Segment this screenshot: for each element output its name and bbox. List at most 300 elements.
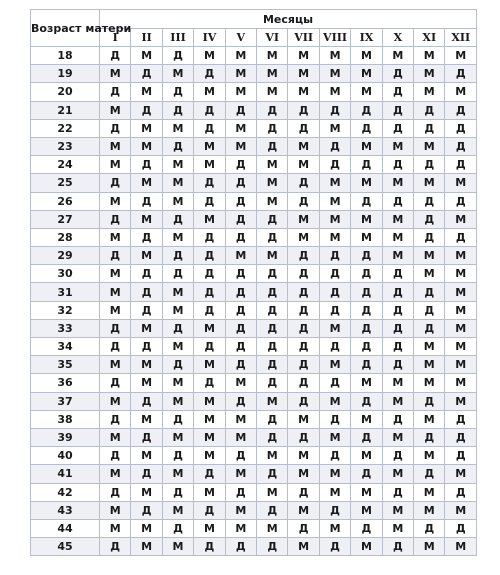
age-cell: 38 <box>31 410 100 428</box>
table-row <box>31 101 477 119</box>
gender-cell: М <box>351 538 382 556</box>
gender-cell: М <box>382 137 413 155</box>
gender-cell: Д <box>162 447 193 465</box>
gender-cell: М <box>194 47 225 65</box>
gender-cell: Д <box>288 374 319 392</box>
gender-cell: Д <box>382 338 413 356</box>
gender-cell: Д <box>414 192 445 210</box>
gender-cell: Д <box>288 192 319 210</box>
age-cell: 31 <box>31 283 100 301</box>
table-row <box>31 265 477 283</box>
age-cell: 30 <box>31 265 100 283</box>
gender-cell: М <box>162 228 193 246</box>
gender-cell: Д <box>445 101 477 119</box>
gender-cell: М <box>445 247 477 265</box>
age-cell: 24 <box>31 156 100 174</box>
gender-cell: Д <box>351 156 382 174</box>
gender-cell: М <box>100 283 131 301</box>
gender-cell: Д <box>319 101 350 119</box>
gender-cell: Д <box>351 465 382 483</box>
gender-cell: Д <box>288 392 319 410</box>
table-row <box>31 410 477 428</box>
table-row <box>31 538 477 556</box>
gender-cell: М <box>288 538 319 556</box>
gender-cell: Д <box>162 210 193 228</box>
table-row <box>31 519 477 537</box>
table-row <box>31 119 477 137</box>
gender-cell: Д <box>194 501 225 519</box>
gender-cell: М <box>225 137 256 155</box>
gender-cell: М <box>414 483 445 501</box>
gender-cell: Д <box>319 338 350 356</box>
gender-cell: М <box>414 247 445 265</box>
gender-cell: М <box>319 174 350 192</box>
month-header-11: XI <box>414 29 445 47</box>
gender-cell: Д <box>414 319 445 337</box>
gender-cell: М <box>162 392 193 410</box>
gender-cell: М <box>100 101 131 119</box>
age-cell: 44 <box>31 519 100 537</box>
gender-cell: Д <box>225 338 256 356</box>
table-row <box>31 301 477 319</box>
gender-cell: М <box>100 137 131 155</box>
age-cell: 19 <box>31 65 100 83</box>
age-cell: 20 <box>31 83 100 101</box>
gender-cell: Д <box>257 374 288 392</box>
gender-cell: Д <box>445 119 477 137</box>
gender-cell: Д <box>382 356 413 374</box>
gender-cell: М <box>131 356 162 374</box>
gender-cell: М <box>382 247 413 265</box>
gender-cell: М <box>131 247 162 265</box>
gender-cell: Д <box>382 538 413 556</box>
month-header-8: VIII <box>319 29 350 47</box>
gender-cell: Д <box>382 83 413 101</box>
gender-cell: М <box>194 410 225 428</box>
gender-cell: Д <box>382 447 413 465</box>
gender-cell: Д <box>131 156 162 174</box>
gender-cell: М <box>288 47 319 65</box>
age-cell: 41 <box>31 465 100 483</box>
gender-cell: М <box>445 538 477 556</box>
gender-cell: М <box>445 83 477 101</box>
gender-cell: М <box>257 156 288 174</box>
gender-cell: М <box>382 210 413 228</box>
gender-cell: М <box>100 156 131 174</box>
gender-cell: Д <box>225 228 256 246</box>
table-header <box>31 10 477 47</box>
gender-cell: Д <box>288 247 319 265</box>
gender-cell: М <box>382 47 413 65</box>
gender-cell: М <box>288 447 319 465</box>
month-header-1: I <box>100 29 131 47</box>
gender-cell: М <box>100 228 131 246</box>
gender-cell: Д <box>225 192 256 210</box>
gender-cell: М <box>162 428 193 446</box>
gender-cell: Д <box>382 319 413 337</box>
gender-cell: Д <box>257 210 288 228</box>
gender-cell: Д <box>131 192 162 210</box>
gender-cell: М <box>100 501 131 519</box>
gender-cell: Д <box>414 283 445 301</box>
table-row <box>31 319 477 337</box>
gender-cell: Д <box>257 356 288 374</box>
gender-cell: Д <box>194 174 225 192</box>
gender-cell: Д <box>288 301 319 319</box>
gender-cell: Д <box>225 101 256 119</box>
gender-cell: Д <box>131 392 162 410</box>
gender-cell: Д <box>414 465 445 483</box>
gender-cell: М <box>131 410 162 428</box>
gender-cell: М <box>162 301 193 319</box>
gender-cell: М <box>445 319 477 337</box>
gender-cell: М <box>382 501 413 519</box>
gender-cell: Д <box>414 392 445 410</box>
month-header-10: X <box>382 29 413 47</box>
gender-cell: Д <box>194 101 225 119</box>
gender-cell: М <box>225 465 256 483</box>
gender-cell: М <box>414 538 445 556</box>
gender-cell: М <box>100 519 131 537</box>
gender-cell: М <box>131 119 162 137</box>
gender-cell: М <box>288 210 319 228</box>
gender-cell: Д <box>100 247 131 265</box>
gender-cell: М <box>319 519 350 537</box>
table-row <box>31 156 477 174</box>
age-cell: 28 <box>31 228 100 246</box>
gender-cell: Д <box>257 283 288 301</box>
gender-cell: Д <box>162 410 193 428</box>
age-cell: 18 <box>31 47 100 65</box>
gender-cell: М <box>382 228 413 246</box>
gender-cell: М <box>319 392 350 410</box>
gender-cell: Д <box>382 101 413 119</box>
gender-cell: М <box>288 465 319 483</box>
gender-cell: Д <box>445 65 477 83</box>
table-row <box>31 447 477 465</box>
gender-cell: М <box>351 410 382 428</box>
table-row <box>31 47 477 65</box>
gender-cell: Д <box>288 283 319 301</box>
gender-cell: Д <box>131 65 162 83</box>
gender-cell: М <box>162 156 193 174</box>
gender-cell: Д <box>351 301 382 319</box>
gender-cell: М <box>100 356 131 374</box>
gender-cell: М <box>382 428 413 446</box>
table-row <box>31 228 477 246</box>
months-header: Месяцы <box>100 10 477 29</box>
gender-cell: Д <box>162 247 193 265</box>
age-cell: 37 <box>31 392 100 410</box>
gender-cell: Д <box>162 319 193 337</box>
gender-cell: М <box>194 356 225 374</box>
table-row <box>31 338 477 356</box>
gender-cell: Д <box>445 410 477 428</box>
gender-cell: Д <box>225 156 256 174</box>
gender-cell: Д <box>351 192 382 210</box>
gender-cell: Д <box>194 265 225 283</box>
gender-cell: Д <box>382 410 413 428</box>
gender-cell: М <box>414 83 445 101</box>
gender-cell: М <box>131 483 162 501</box>
gender-calendar-table <box>30 9 477 556</box>
gender-cell: Д <box>319 247 350 265</box>
gender-cell: М <box>319 47 350 65</box>
month-header-3: III <box>162 29 193 47</box>
age-cell: 35 <box>31 356 100 374</box>
age-cell: 33 <box>31 319 100 337</box>
gender-cell: М <box>194 156 225 174</box>
month-header-5: V <box>225 29 256 47</box>
gender-cell: М <box>382 392 413 410</box>
gender-cell: М <box>382 174 413 192</box>
gender-cell: Д <box>194 228 225 246</box>
gender-cell: М <box>414 374 445 392</box>
gender-cell: М <box>257 392 288 410</box>
gender-cell: Д <box>288 174 319 192</box>
gender-cell: Д <box>351 283 382 301</box>
gender-cell: М <box>194 137 225 155</box>
gender-cell: М <box>131 83 162 101</box>
gender-cell: М <box>319 192 350 210</box>
gender-cell: Д <box>382 192 413 210</box>
table-row <box>31 392 477 410</box>
gender-cell: Д <box>257 501 288 519</box>
gender-cell: М <box>445 283 477 301</box>
gender-cell: М <box>382 374 413 392</box>
gender-cell: Д <box>351 338 382 356</box>
gender-cell: М <box>414 338 445 356</box>
gender-cell: Д <box>162 101 193 119</box>
gender-cell: Д <box>194 465 225 483</box>
gender-cell: Д <box>319 410 350 428</box>
gender-cell: М <box>414 137 445 155</box>
gender-cell: М <box>100 192 131 210</box>
gender-cell: М <box>100 465 131 483</box>
gender-cell: М <box>445 374 477 392</box>
gender-cell: М <box>257 247 288 265</box>
gender-cell: М <box>225 374 256 392</box>
gender-cell: М <box>131 447 162 465</box>
gender-cell: М <box>100 301 131 319</box>
gender-cell: Д <box>194 338 225 356</box>
gender-cell: Д <box>225 356 256 374</box>
gender-cell: М <box>131 374 162 392</box>
gender-cell: М <box>162 501 193 519</box>
gender-cell: Д <box>257 410 288 428</box>
gender-cell: М <box>445 392 477 410</box>
gender-cell: Д <box>100 483 131 501</box>
gender-cell: Д <box>288 101 319 119</box>
gender-cell: М <box>194 83 225 101</box>
gender-cell: М <box>382 465 413 483</box>
gender-cell: М <box>131 137 162 155</box>
gender-cell: М <box>351 65 382 83</box>
month-header-4: IV <box>194 29 225 47</box>
gender-cell: Д <box>162 83 193 101</box>
table-row <box>31 374 477 392</box>
gender-cell: М <box>288 501 319 519</box>
gender-cell: Д <box>131 265 162 283</box>
gender-cell: Д <box>131 101 162 119</box>
age-cell: 42 <box>31 483 100 501</box>
gender-cell: Д <box>194 119 225 137</box>
gender-cell: Д <box>257 228 288 246</box>
gender-cell: М <box>257 65 288 83</box>
gender-cell: Д <box>162 483 193 501</box>
gender-cell: Д <box>100 374 131 392</box>
table-row <box>31 483 477 501</box>
gender-cell: М <box>445 356 477 374</box>
gender-cell: М <box>351 447 382 465</box>
gender-cell: Д <box>100 319 131 337</box>
age-cell: 32 <box>31 301 100 319</box>
gender-cell: Д <box>100 174 131 192</box>
gender-cell: М <box>131 47 162 65</box>
gender-cell: М <box>414 47 445 65</box>
gender-cell: Д <box>414 210 445 228</box>
gender-cell: Д <box>194 374 225 392</box>
gender-cell: М <box>319 83 350 101</box>
table-row <box>31 501 477 519</box>
table-row <box>31 247 477 265</box>
gender-cell: Д <box>319 265 350 283</box>
gender-cell: Д <box>162 356 193 374</box>
gender-cell: М <box>319 483 350 501</box>
table-row <box>31 428 477 446</box>
gender-cell: М <box>162 192 193 210</box>
gender-cell: М <box>288 83 319 101</box>
gender-cell: Д <box>351 265 382 283</box>
gender-cell: Д <box>414 101 445 119</box>
table-row <box>31 210 477 228</box>
gender-cell: М <box>131 210 162 228</box>
gender-cell: М <box>445 210 477 228</box>
gender-cell: М <box>257 83 288 101</box>
gender-cell: Д <box>194 247 225 265</box>
gender-cell: Д <box>351 392 382 410</box>
gender-cell: М <box>445 265 477 283</box>
gender-cell: Д <box>288 338 319 356</box>
gender-cell: М <box>100 65 131 83</box>
age-cell: 25 <box>31 174 100 192</box>
gender-cell: Д <box>100 83 131 101</box>
gender-cell: М <box>319 65 350 83</box>
gender-cell: Д <box>194 65 225 83</box>
gender-cell: М <box>351 483 382 501</box>
gender-cell: М <box>319 119 350 137</box>
gender-cell: Д <box>288 356 319 374</box>
gender-cell: Д <box>225 483 256 501</box>
gender-cell: Д <box>445 156 477 174</box>
gender-cell: Д <box>194 283 225 301</box>
gender-cell: Д <box>257 538 288 556</box>
month-header-12: XII <box>445 29 477 47</box>
age-cell: 23 <box>31 137 100 155</box>
table-row <box>31 65 477 83</box>
gender-cell: М <box>131 519 162 537</box>
gender-cell: Д <box>225 301 256 319</box>
gender-cell: Д <box>319 156 350 174</box>
gender-cell: Д <box>257 119 288 137</box>
gender-cell: Д <box>162 519 193 537</box>
gender-cell: Д <box>100 47 131 65</box>
gender-cell: М <box>162 338 193 356</box>
gender-cell: Д <box>414 301 445 319</box>
gender-cell: Д <box>445 447 477 465</box>
gender-cell: М <box>288 65 319 83</box>
gender-cell: М <box>225 47 256 65</box>
gender-cell: Д <box>257 265 288 283</box>
table-row <box>31 465 477 483</box>
gender-cell: Д <box>319 374 350 392</box>
gender-cell: М <box>131 319 162 337</box>
gender-cell: Д <box>351 428 382 446</box>
gender-cell: Д <box>257 338 288 356</box>
gender-cell: Д <box>131 301 162 319</box>
gender-cell: Д <box>319 447 350 465</box>
gender-cell: Д <box>100 338 131 356</box>
gender-cell: Д <box>131 283 162 301</box>
gender-cell: М <box>351 501 382 519</box>
age-cell: 21 <box>31 101 100 119</box>
gender-cell: Д <box>100 447 131 465</box>
gender-cell: М <box>257 192 288 210</box>
gender-cell: Д <box>257 465 288 483</box>
gender-cell: Д <box>257 137 288 155</box>
gender-cell: М <box>194 392 225 410</box>
gender-cell: М <box>257 47 288 65</box>
gender-cell: Д <box>194 192 225 210</box>
gender-cell: Д <box>162 265 193 283</box>
gender-cell: Д <box>225 283 256 301</box>
gender-cell: М <box>225 119 256 137</box>
gender-cell: М <box>225 410 256 428</box>
gender-cell: М <box>414 501 445 519</box>
gender-cell: Д <box>131 428 162 446</box>
gender-cell: Д <box>131 465 162 483</box>
gender-cell: М <box>382 519 413 537</box>
gender-cell: М <box>319 210 350 228</box>
age-cell: 26 <box>31 192 100 210</box>
gender-cell: М <box>445 465 477 483</box>
table-row <box>31 137 477 155</box>
gender-cell: Д <box>225 538 256 556</box>
gender-cell: Д <box>225 210 256 228</box>
gender-cell: Д <box>225 265 256 283</box>
gender-cell: Д <box>288 319 319 337</box>
gender-cell: М <box>257 519 288 537</box>
gender-cell: Д <box>288 119 319 137</box>
gender-cell: М <box>162 465 193 483</box>
gender-cell: Д <box>131 228 162 246</box>
age-cell: 34 <box>31 338 100 356</box>
gender-cell: Д <box>100 410 131 428</box>
month-header-9: IX <box>351 29 382 47</box>
gender-cell: М <box>288 410 319 428</box>
gender-cell: Д <box>351 519 382 537</box>
gender-cell: М <box>351 83 382 101</box>
gender-cell: М <box>351 228 382 246</box>
gender-cell: Д <box>382 283 413 301</box>
gender-cell: М <box>162 283 193 301</box>
gender-cell: М <box>319 319 350 337</box>
gender-cell: Д <box>288 265 319 283</box>
gender-cell: Д <box>445 137 477 155</box>
age-cell: 29 <box>31 247 100 265</box>
gender-cell: Д <box>225 392 256 410</box>
gender-cell: М <box>445 301 477 319</box>
